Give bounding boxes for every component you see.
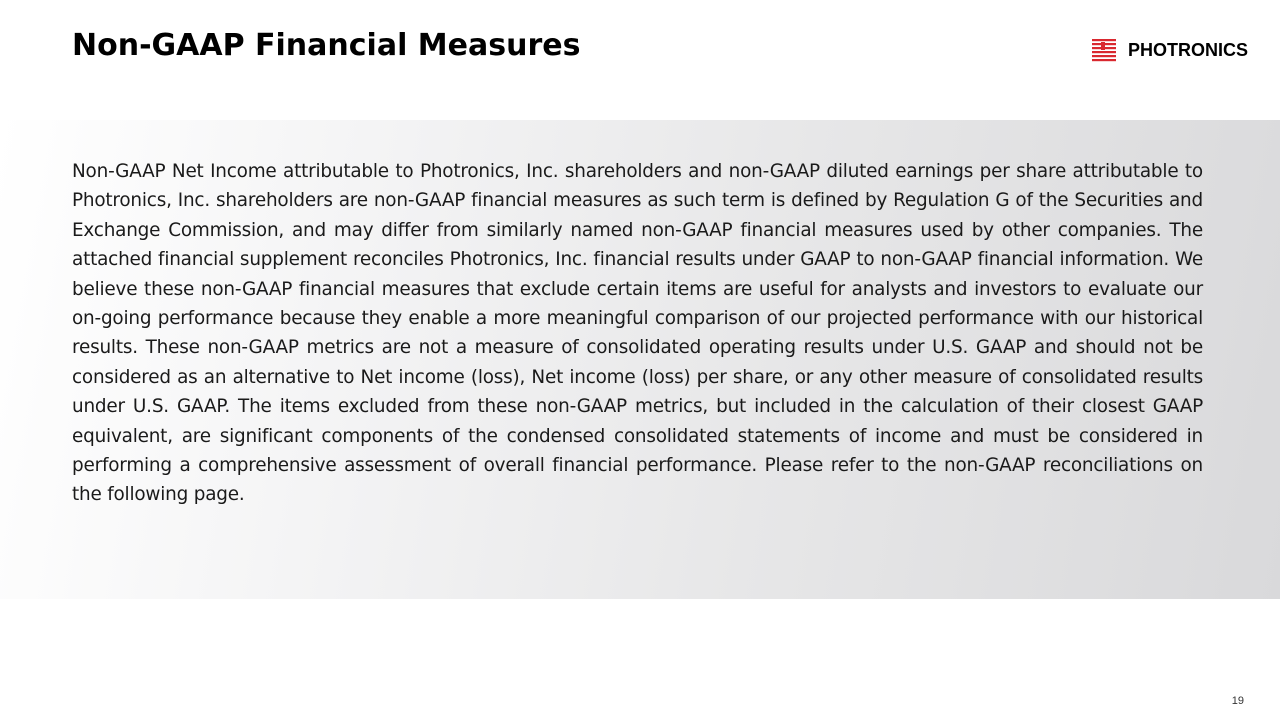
page-number: 19	[1231, 695, 1244, 707]
slide-title: Non-GAAP Financial Measures	[72, 28, 581, 63]
body-paragraph: Non-GAAP Net Income attributable to Photronics, Inc. shareholders and non-GAAP diluted earnings per share attributable to Photronics, Inc. shareholders are non-GAAP financial measures as such term is defined by Regulation G of the Securities and Exchange Commission, and may differ from similarly named non-GAAP financial measures used by other companies. The attached financial supplement reconciles Photronics, Inc. financial results under GAAP to non-GAAP financial information. We believe these non-GAAP financial measures that exclude certain items are useful for analysts and investors to evaluate our on-going performance because they enable a more meaningful comparison of our projected performance with our historical results. These non-GAAP metrics are not a measure of consolidated operating results under U.S. GAAP and should not be considered as an alternative to Net income (loss), Net income (loss) per share, or any other measure of consolidated results under U.S. GAAP. The items excluded from these non-GAAP metrics, but included in the calculation of their closest GAAP equivalent, are significant components of the condensed consolidated statements of income and must be considered in performing a comprehensive assessment of overall financial performance. Please refer to the non-GAAP reconciliations on the following page.	[72, 161, 1203, 506]
brand-header	[1092, 38, 1248, 62]
brand-name: PHOTRONICS	[1127, 39, 1248, 60]
photronics-logo-icon	[1092, 38, 1116, 62]
